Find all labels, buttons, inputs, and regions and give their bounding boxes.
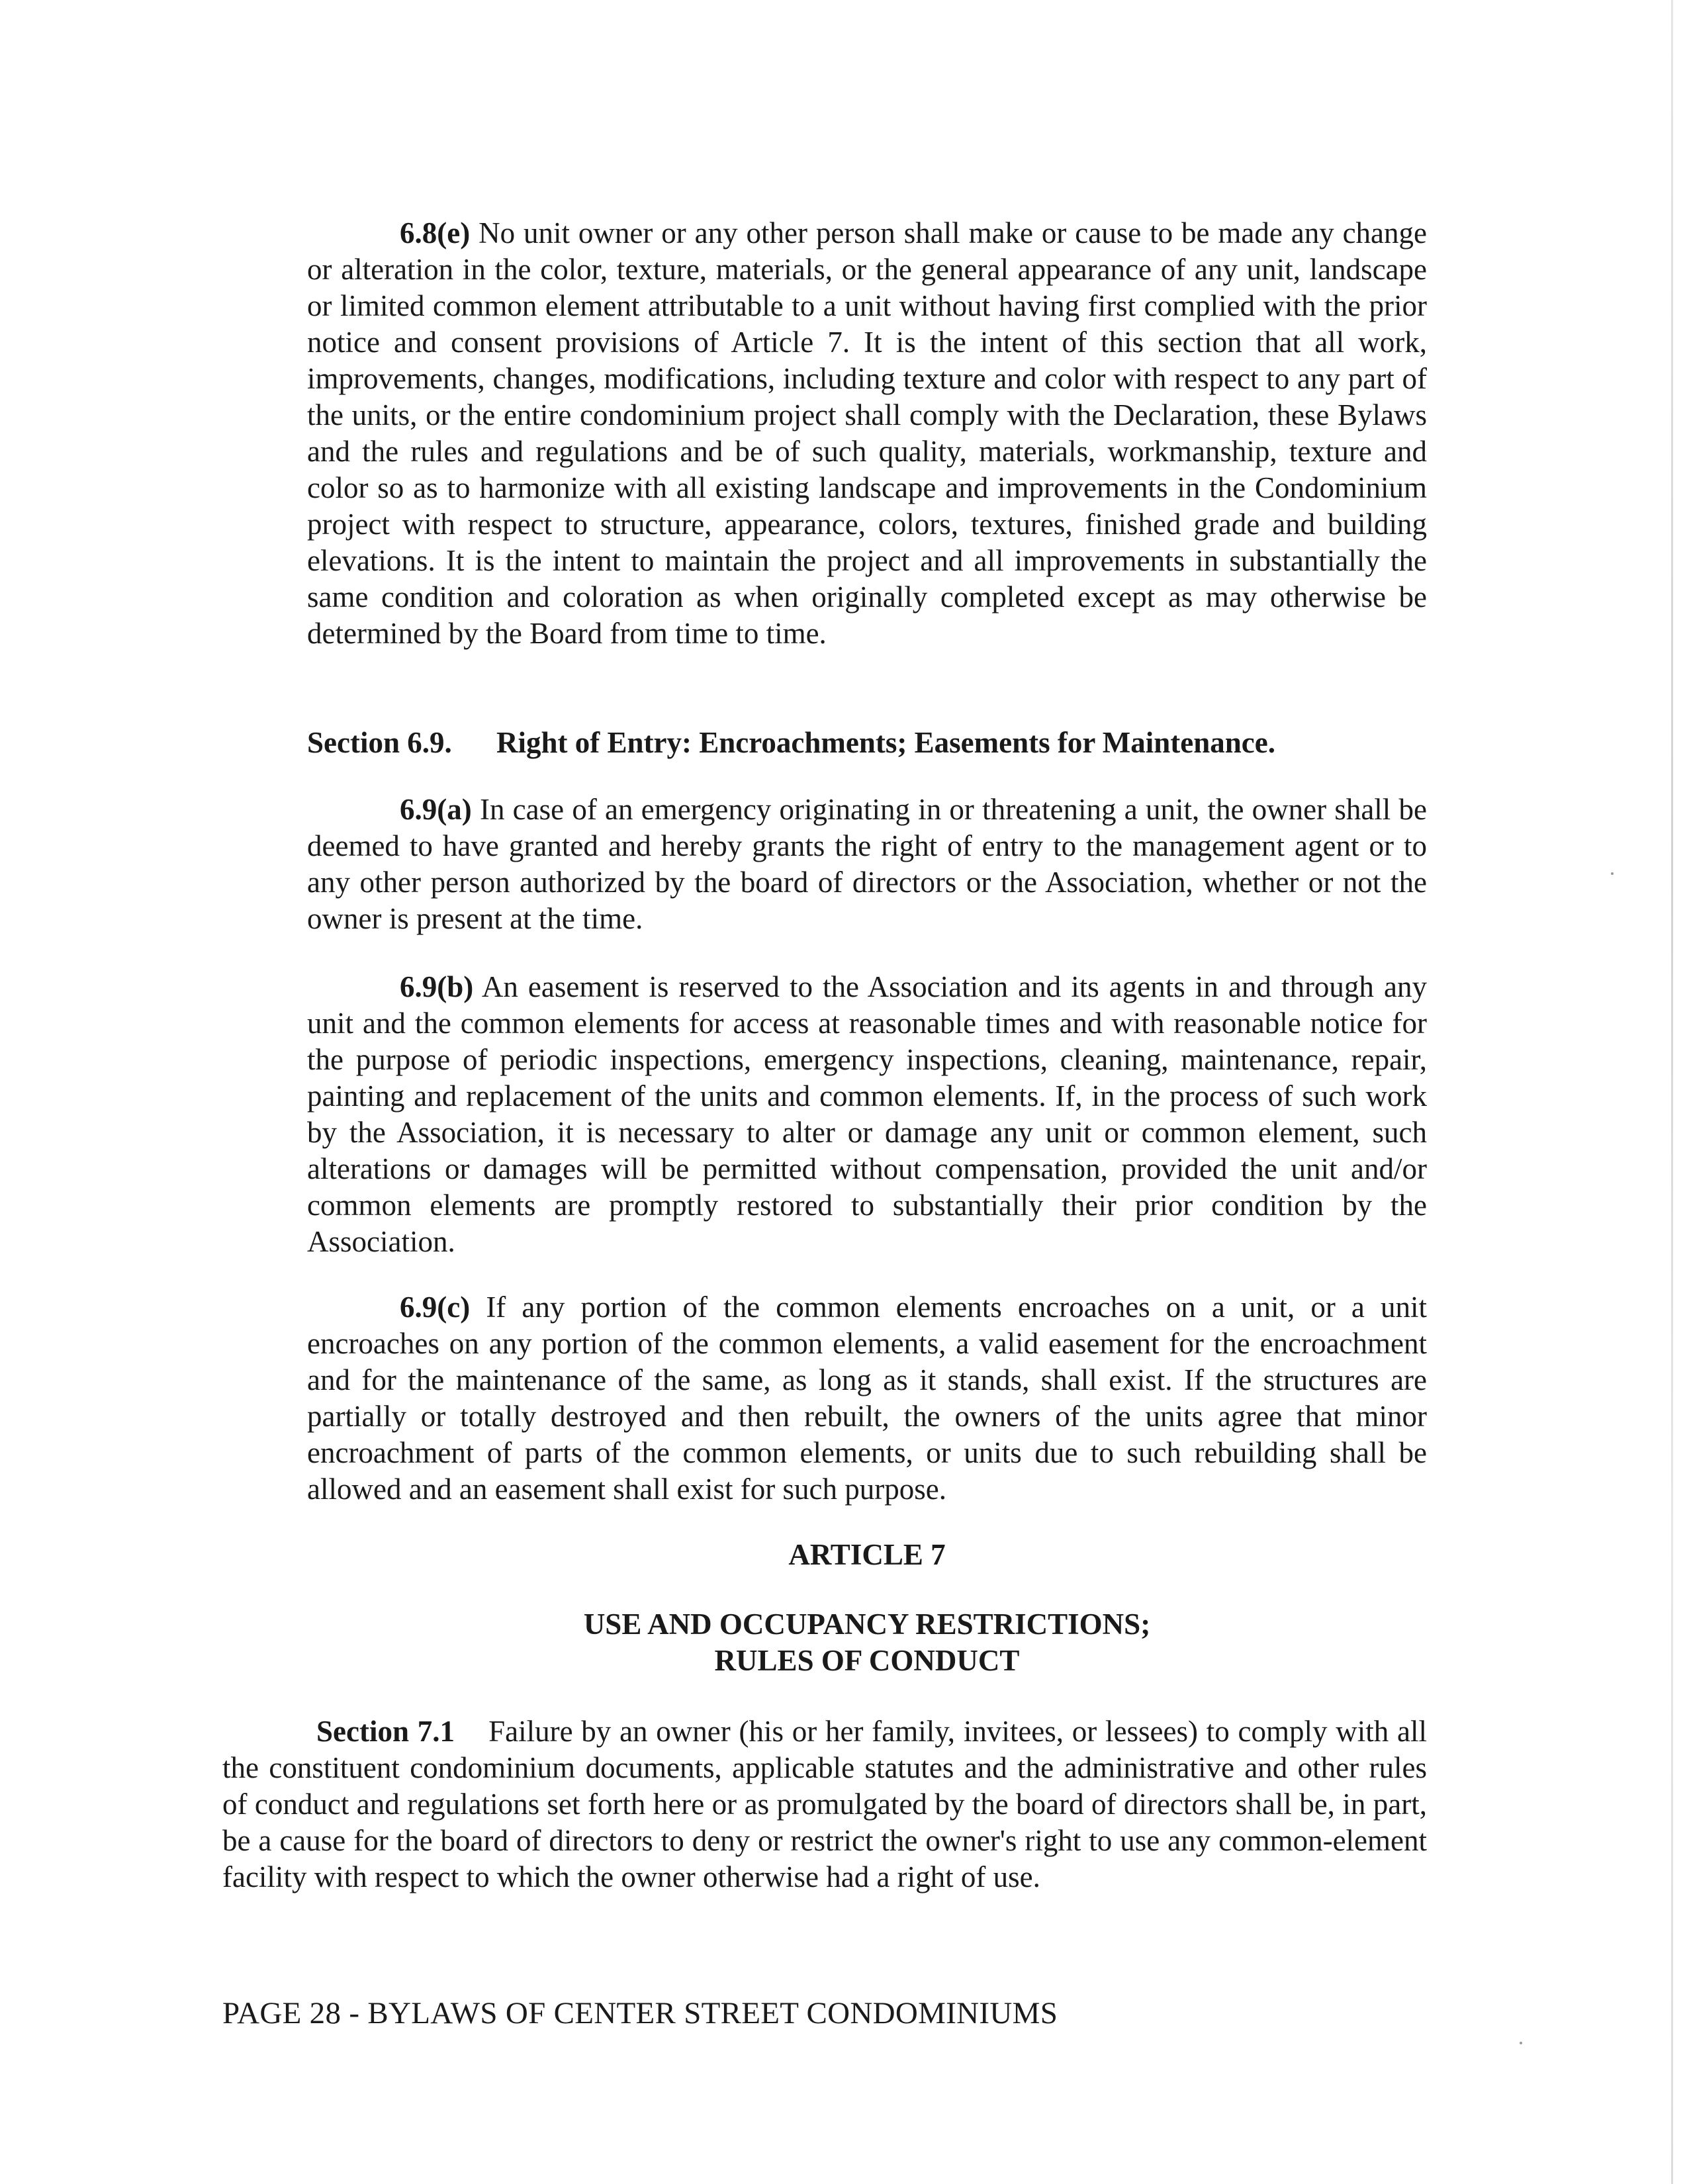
paragraph-6-8e bbox=[307, 215, 1427, 652]
paragraph-label: 6.9(b) bbox=[400, 970, 474, 1003]
paragraph-label: 6.9(c) bbox=[400, 1291, 471, 1324]
paragraph-text: If any portion of the common elements encroaches on a unit, or a unit encroaches on any portion of the common elements, a valid easement for the encroachment and for the maintenance of the same, as long as it stands, shall exist. If the structures are partially or totally destroyed and then rebuilt, the owners of the units agree that minor encroachment of parts of the common elements, or units due to such rebuilding shall be allowed and an easement shall exist for such purpose. bbox=[307, 1291, 1427, 1506]
page-footer: PAGE 28 - BYLAWS OF CENTER STREET CONDOMINIUMS bbox=[222, 1996, 1058, 2030]
section-title: Right of Entry: Encroachments; Easements for Maintenance. bbox=[496, 726, 1275, 759]
paragraph-label: Section 7.1 bbox=[316, 1715, 455, 1748]
paragraph-6-9b bbox=[307, 969, 1427, 1260]
paragraph-text: An easement is reserved to the Association and its agents in and through any unit and the common elements for access at reasonable times and with reasonable notice for the purpose of periodic inspections, emergency inspections, cleaning, maintenance, repair, painting and replacement of the units and common elements. If, in the process of such work by the Association, it is necessary to alter or damage any unit or common element, such alterations or damages will be permitted without compensation, provided the unit and/or common elements are promptly restored to substantially their prior condition by the Association. bbox=[307, 970, 1427, 1258]
scan-edge-shadow bbox=[1671, 0, 1673, 2184]
paragraph-label: 6.8(e) bbox=[400, 216, 471, 250]
section-heading-6-9 bbox=[307, 725, 1275, 761]
scan-speck bbox=[1611, 872, 1614, 875]
section-number: Section 6.9. bbox=[307, 726, 452, 759]
paragraph-section-7-1 bbox=[222, 1713, 1427, 1895]
article-heading: ARTICLE 7 bbox=[788, 1538, 946, 1571]
paragraph-6-9c bbox=[307, 1289, 1427, 1508]
scan-speck bbox=[1520, 2042, 1522, 2044]
article-title-line-2: RULES OF CONDUCT bbox=[714, 1644, 1020, 1677]
article-title-line-1: USE AND OCCUPANCY RESTRICTIONS; bbox=[583, 1608, 1151, 1641]
paragraph-text: Failure by an owner (his or her family, invitees, or lessees) to comply with all the constituent condominium documents, applicable statutes and the administrative and other rules of conduct and regulations set forth here or as promulgated by the board of directors shall be, in part, be a cause for the board of directors to deny or restrict the owner's right to use any common-element facility with respect to which the owner otherwise had a right of use. bbox=[222, 1715, 1427, 1893]
paragraph-text: In case of an emergency originating in or threatening a unit, the owner shall be deemed to have granted and hereby grants the right of entry to the management agent or to any other person authorized by the board of directors or the Association, whether or not the owner is present at the time. bbox=[307, 793, 1428, 935]
paragraph-6-9a bbox=[307, 792, 1427, 937]
paragraph-label: 6.9(a) bbox=[400, 793, 472, 826]
paragraph-text: No unit owner or any other person shall make or cause to be made any change or alteration in the color, texture, materials, or the general appearance of any unit, landscape or limited common element attributable to a unit without having first complied with the prior notice and consent provisions of Article 7. It is the intent of this section that all work, improvements, changes, modifications, including texture and color with respect to any part of the units, or the entire condominium project shall comply with the Declaration, these Bylaws and the rules and regulations and be of such quality, materials, workmanship, texture and color so as to harmonize with all existing landscape and improvements in the Condominium project with respect to structure, appearance, colors, textures, finished grade and building elevations. It is the intent to maintain the project and all improvements in substantially the same condition and coloration as when originally completed except as may otherwise be determined by the Board from time to time. bbox=[307, 216, 1428, 650]
